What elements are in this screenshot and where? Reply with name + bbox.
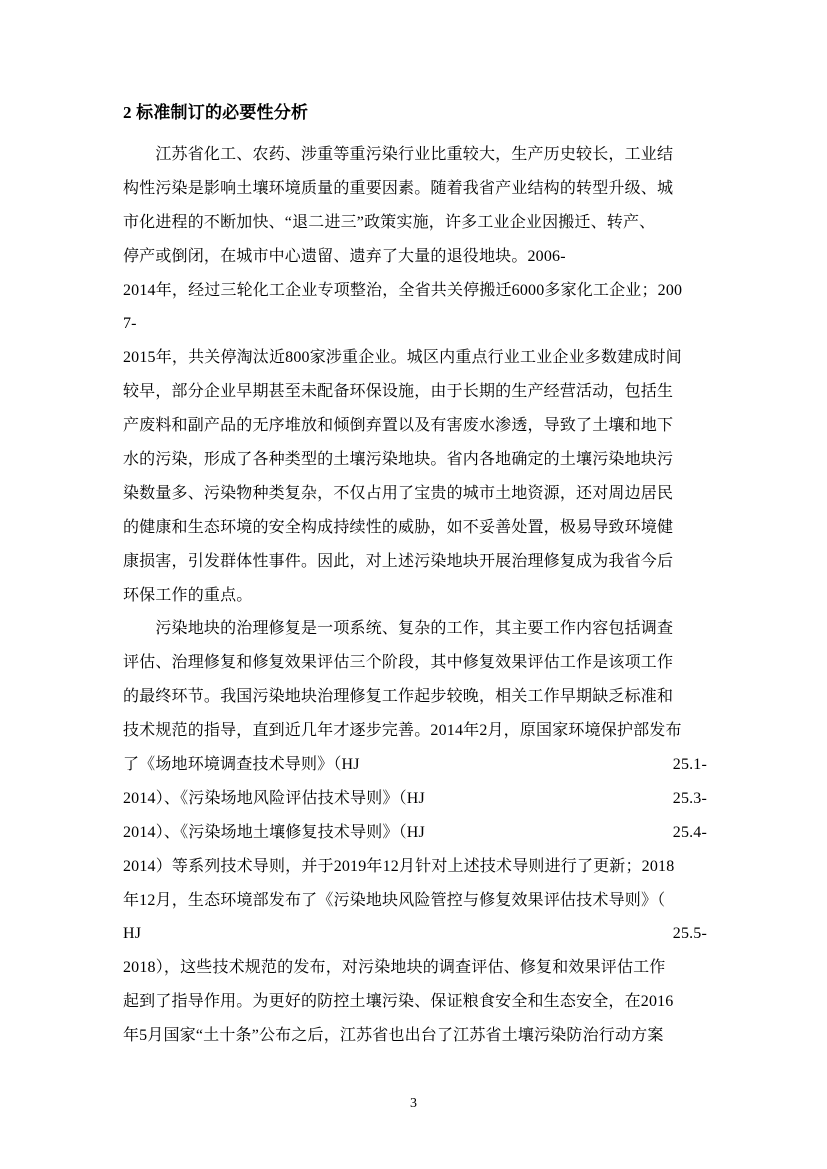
- text-line: [123, 172, 707, 206]
- text-line-left: 的健康和生态环境的安全构成持续性的威胁，如不妥善处置，极易导致环境健: [123, 518, 674, 536]
- text-line-left: HJ: [123, 925, 142, 943]
- page-number: 3: [410, 1096, 417, 1111]
- text-line: [123, 511, 707, 545]
- text-line-left: 停产或倒闭，在城市中心遗留、遗弃了大量的退役地块。2006-: [123, 247, 566, 265]
- text-line-right: 25.3-: [672, 789, 707, 807]
- text-line-left: 年5月国家“土十条”公布之后，江苏省也出台了江苏省土壤污染防治行动方案: [123, 1027, 664, 1045]
- text-line-left: 污染地块的治理修复是一项系统、复杂的工作，其主要工作内容包括调查: [123, 620, 674, 638]
- text-line-left: 技术规范的指导，直到近几年才逐步完善。2014年2月，原国家环境保护部发布: [123, 722, 682, 740]
- text-line-left: 7-: [123, 315, 137, 333]
- text-line-left: 市化进程的不断加快、“退二进三”政策实施，许多工业企业因搬迁、转产、: [123, 213, 656, 231]
- text-line-left: 2015年，共关停淘汰近800家涉重企业。城区内重点行业工业企业多数建成时间: [123, 349, 682, 367]
- text-line-left: 环保工作的重点。: [123, 586, 253, 604]
- text-line: [123, 579, 707, 613]
- text-line: [123, 612, 707, 646]
- text-line: [123, 443, 707, 477]
- text-line-left: 2014年，经过三轮化工企业专项整治，全省共关停搬迁6000多家化工企业；200: [123, 281, 683, 299]
- text-line-right: 25.5-: [672, 925, 707, 943]
- text-line: [123, 206, 707, 240]
- text-line: [123, 375, 707, 409]
- text-line: [123, 477, 707, 511]
- text-line: [123, 884, 707, 918]
- document-content: [123, 98, 707, 1053]
- text-line-left: 评估、治理修复和修复效果评估三个阶段，其中修复效果评估工作是该项工作: [123, 654, 674, 672]
- text-line: [123, 341, 707, 375]
- text-line-left: 染数量多、污染物种类复杂，不仅占用了宝贵的城市土地资源，还对周边居民: [123, 484, 674, 502]
- text-line: [123, 307, 707, 341]
- text-line: [123, 850, 707, 884]
- text-line: [123, 138, 707, 172]
- text-line-left: 康损害，引发群体性事件。因此，对上述污染地块开展治理修复成为我省今后: [123, 552, 674, 570]
- text-line-left: 起到了指导作用。为更好的防控土壤污染、保证粮食安全和生态安全，在2016: [123, 993, 674, 1011]
- text-line: [123, 680, 707, 714]
- text-line-left: 2014）、《污染场地风险评估技术导则》（HJ: [123, 789, 425, 807]
- text-line: [123, 240, 707, 274]
- text-line: [123, 985, 707, 1019]
- text-line-left: 的最终环节。我国污染地块治理修复工作起步较晚，相关工作早期缺乏标准和: [123, 688, 674, 706]
- text-line: [123, 1019, 707, 1053]
- text-line-left: 2014）等系列技术导则，并于2019年12月针对上述技术导则进行了更新；2018: [123, 857, 675, 875]
- text-line: [123, 951, 707, 985]
- text-line-left: 水的污染，形成了各种类型的土壤污染地块。省内各地确定的土壤污染地块污: [123, 451, 674, 469]
- text-line-left: 构性污染是影响土壤环境质量的重要因素。随着我省产业结构的转型升级、城: [123, 179, 674, 197]
- text-line-left: 年12月，生态环境部发布了《污染地块风险管控与修复效果评估技术导则》（: [123, 891, 666, 909]
- text-line-left: 江苏省化工、农药、涉重等重污染行业比重较大，生产历史较长，工业结: [123, 146, 674, 163]
- text-line-left: 产废料和副产品的无序堆放和倾倒弃置以及有害废水渗透，导致了土壤和地下: [123, 417, 674, 435]
- text-line: [123, 646, 707, 680]
- text-line: [123, 545, 707, 579]
- text-line: [123, 409, 707, 443]
- text-line: [123, 748, 707, 782]
- text-line-left: 2014）、《污染场地土壤修复技术导则》（HJ: [123, 823, 425, 841]
- text-line: [123, 274, 707, 308]
- text-line-left: 2018），这些技术规范的发布，对污染地块的调查评估、修复和效果评估工作: [123, 959, 666, 977]
- text-line: [123, 816, 707, 850]
- text-line: [123, 917, 707, 951]
- text-line-left: 较早，部分企业早期甚至未配备环保设施，由于长期的生产经营活动，包括生: [123, 383, 674, 401]
- section-heading: 2 标准制订的必要性分析: [123, 103, 309, 122]
- text-line-left: 了《场地环境调查技术导则》（HJ: [123, 756, 360, 774]
- text-line-right: 25.1-: [672, 756, 707, 774]
- text-line: [123, 782, 707, 816]
- text-line: [123, 714, 707, 748]
- text-line-right: 25.4-: [672, 823, 707, 841]
- document-body: [123, 138, 707, 1053]
